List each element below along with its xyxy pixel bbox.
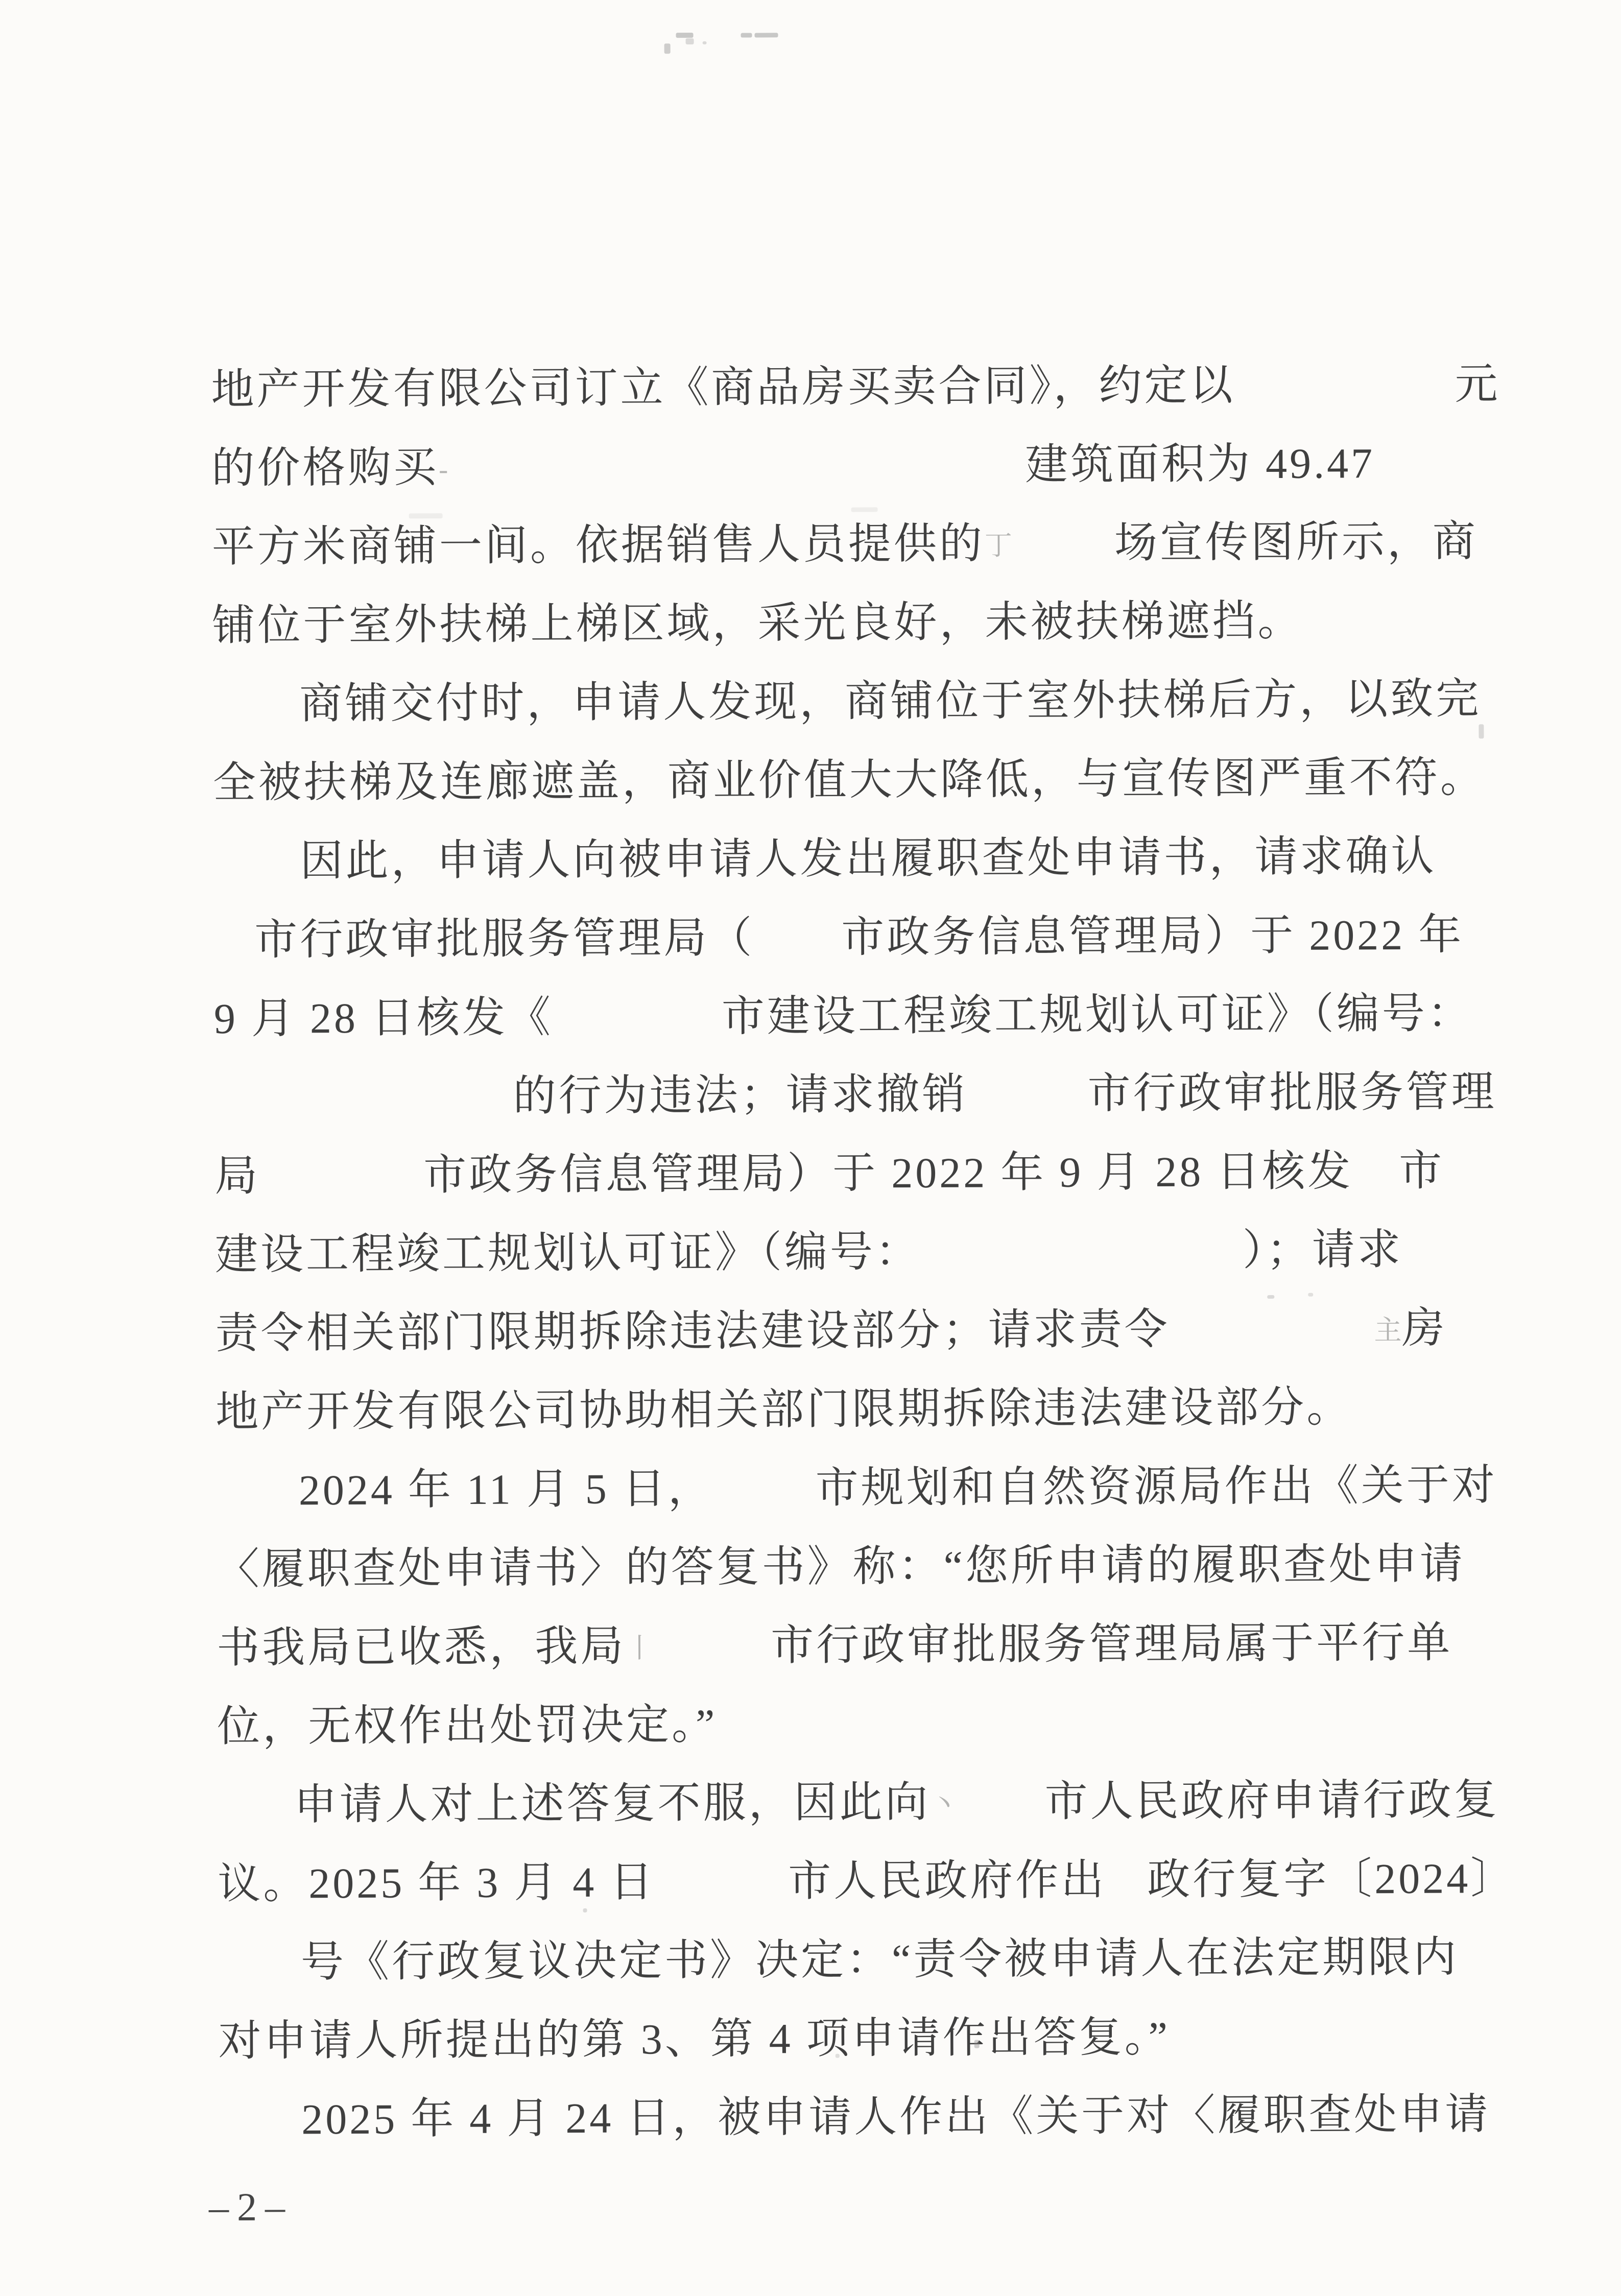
text-line — [214, 984, 1473, 1049]
text-segment: 市人民政府作出 — [788, 1856, 1107, 1906]
scan-speck — [974, 2040, 980, 2048]
text-segment: 书我局已收悉，我局 — [217, 1622, 626, 1672]
text-line — [301, 1927, 1459, 1993]
scan-speck — [851, 507, 878, 512]
scan-speck — [583, 1908, 587, 1912]
scan-artifacts-layer — [0, 0, 1616, 4]
text-line — [212, 512, 1479, 578]
scan-speck — [676, 33, 693, 38]
redaction-gap — [1170, 1342, 1374, 1344]
partial-character-remnant: 主 — [1374, 1314, 1402, 1346]
redaction-gap — [968, 1108, 1088, 1109]
redaction-gap — [958, 1815, 1045, 1816]
scan-speck — [664, 43, 671, 54]
text-segment: 市行政审批服务管理 — [1087, 1068, 1497, 1118]
text-line — [301, 2085, 1491, 2150]
text-segment: 2024 年 11 月 5 日， — [298, 1465, 714, 1515]
redaction-gap — [448, 479, 1025, 482]
text-segment: 市政务信息管理局）于 2022 年 9 月 28 日核发 — [423, 1147, 1353, 1200]
text-segment: 建筑面积为 49.47 — [1024, 440, 1375, 489]
scan-speck — [754, 33, 778, 37]
text-segment: 建设工程竣工规划认可证》（编号： — [214, 1228, 921, 1279]
text-line — [218, 1849, 1516, 1915]
text-segment: 因此，申请人向被申请人发出履职查处申请书，请求确认 — [300, 832, 1437, 886]
text-segment: 铺位于室外扶梯上梯区域，采光良好，未被扶梯遮挡。 — [212, 597, 1303, 650]
text-line — [213, 748, 1486, 814]
text-segment: 对申请人所提出的第 3、第 4 项申请作出答复。” — [218, 2013, 1171, 2066]
text-segment: 责令相关部门限期拆除违法建设部分；请求责令 — [215, 1305, 1170, 1358]
text-segment: 商铺交付时，申请人发现，商铺位于室外扶梯后方，以致完 — [299, 675, 1482, 728]
text-line — [214, 1141, 1445, 1207]
text-line — [215, 1299, 1447, 1365]
text-segment: 局 — [214, 1152, 260, 1201]
text-segment: 的行为违法；请求撤销 — [513, 1070, 968, 1120]
text-line — [254, 905, 1464, 970]
text-segment: 元 — [1455, 361, 1500, 409]
text-segment: 房 — [1401, 1304, 1447, 1352]
text-segment: 位，无权作出处罚决定。” — [217, 1701, 718, 1751]
text-segment: 场宣传图所示，商 — [1114, 518, 1479, 567]
text-line — [215, 1220, 1403, 1285]
text-line — [513, 1062, 1497, 1127]
text-segment: 2025 年 4 月 24 日，被申请人作出《关于对〈履职查处申请 — [301, 2091, 1491, 2144]
redaction-gap — [1235, 398, 1455, 399]
page-number: –2– — [208, 2184, 294, 2230]
text-line — [300, 827, 1437, 892]
scan-speck — [1267, 1295, 1274, 1299]
redaction-gap — [655, 1895, 788, 1896]
redaction-gap — [754, 951, 841, 952]
text-segment: ）；请求 — [1242, 1226, 1403, 1275]
scan-speck — [703, 41, 707, 44]
scan-speck — [686, 38, 694, 44]
text-line — [216, 1377, 1352, 1443]
partial-character-remnant: 丨 — [626, 1633, 654, 1664]
scan-speck — [409, 513, 443, 518]
text-segment: 的价格购买 — [211, 444, 439, 493]
text-line — [294, 1770, 1499, 1835]
text-segment: 号《行政复议决定书》决定：“责令被申请人在法定期限内 — [300, 1933, 1459, 1987]
text-line — [211, 434, 1375, 499]
partial-character-remnant: 丶 — [930, 1788, 958, 1820]
scan-speck — [836, 2054, 840, 2058]
text-segment: 政行复字〔2024〕 — [1147, 1854, 1516, 1904]
scan-speck — [741, 33, 752, 37]
text-line — [218, 2007, 1170, 2072]
redaction-gap — [921, 1264, 1243, 1266]
partial-character-remnant: - — [439, 454, 448, 485]
text-segment: 市人民政府申请行政复 — [1044, 1776, 1499, 1826]
text-segment: 市规划和自然资源局作出《关于对 — [815, 1462, 1498, 1512]
text-segment: 市政务信息管理局）于 2022 年 — [841, 911, 1464, 962]
redaction-gap — [553, 1031, 722, 1032]
text-segment: 市建设工程竣工规划认可证》（编号： — [721, 990, 1473, 1041]
text-line — [299, 669, 1482, 734]
redaction-gap — [653, 1659, 771, 1660]
text-line — [217, 1695, 718, 1757]
text-segment: 〈履职查处申请书〉的答复书》称：“您所申请的履职查处申请 — [216, 1540, 1466, 1594]
text-line — [217, 1613, 1453, 1679]
text-segment: 地产开发有限公司订立《商品房买卖合同》，约定以 — [211, 362, 1235, 414]
text-segment: 市行政审批服务管理局（ — [254, 914, 755, 964]
text-segment: 9 月 28 日核发《 — [213, 994, 554, 1043]
partial-character-remnant: 丁 — [984, 530, 1013, 561]
text-segment: 申请人对上述答复不服，因此向 — [294, 1778, 931, 1829]
text-segment: 市 — [1399, 1147, 1445, 1195]
redaction-gap — [260, 1189, 423, 1190]
text-line — [211, 354, 1500, 420]
text-line — [216, 1534, 1465, 1600]
text-line — [212, 591, 1303, 656]
text-segment: 市行政审批服务管理局属于平行单 — [771, 1619, 1453, 1670]
text-segment: 议。2025 年 3 月 4 日 — [218, 1858, 656, 1908]
redaction-gap — [713, 1502, 816, 1503]
scan-speck — [1479, 724, 1484, 738]
text-line — [299, 1455, 1497, 1521]
text-segment: 地产开发有限公司协助相关部门限期拆除违法建设部分。 — [216, 1383, 1352, 1437]
text-segment: 平方米商铺一间。依据销售人员提供的 — [211, 520, 985, 571]
redaction-gap — [1012, 557, 1114, 558]
text-segment: 全被扶梯及连廊遮盖，商业价值大大降低，与宣传图严重不符。 — [212, 754, 1486, 807]
scan-speck — [1308, 1293, 1313, 1297]
